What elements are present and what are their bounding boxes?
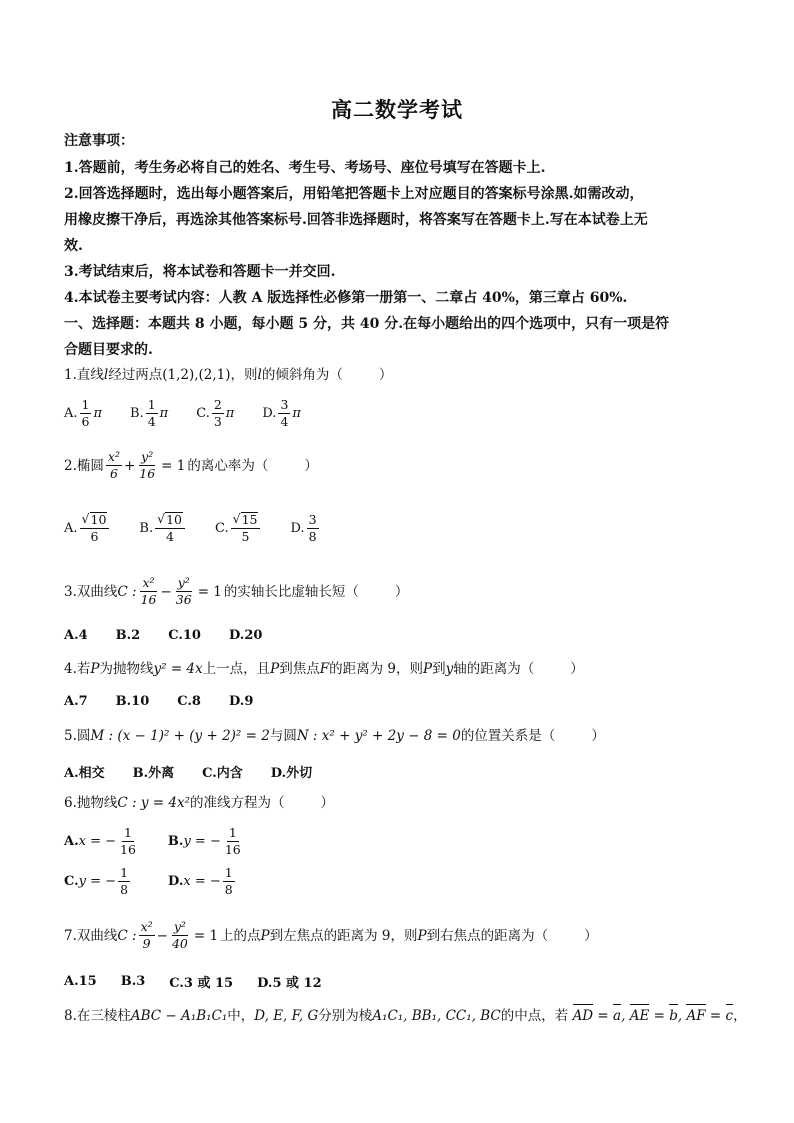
question-5-options	[64, 762, 340, 781]
option-c[interactable]: C.内含	[202, 766, 243, 781]
question-7-options	[64, 972, 346, 991]
option-b[interactable]: B. y = − $\frac{1}{16}$	[167, 825, 241, 857]
section-heading-line1: 一、选择题：本题共 8 小题，每小题 5 分，共 40 分.在每小题给出的四个选项中，只有一项是符	[64, 316, 670, 332]
question-6-options-row1	[64, 826, 273, 857]
exam-title: 高二数学考试	[331, 97, 463, 122]
notice-item-1: 1.答题前，考生务必将自己的姓名、考生号、考场号、座位号填写在答题卡上.	[64, 160, 546, 176]
option-c[interactable]: C.8	[177, 694, 201, 709]
option-d[interactable]: D.9	[228, 694, 254, 709]
option-c[interactable]: C.3 或 15	[169, 976, 234, 991]
question-4-options	[64, 694, 281, 709]
question-2-options	[64, 512, 349, 544]
option-a[interactable]: A.7	[64, 694, 88, 709]
notice-item-2-end: 效.	[64, 238, 83, 254]
option-a[interactable]: A. $\frac{1}{6}$ π	[64, 397, 103, 429]
option-b[interactable]: B. √ 10 4	[139, 512, 187, 544]
option-d[interactable]: D.20	[228, 628, 263, 643]
option-d[interactable]: D.5 或 12	[257, 976, 322, 991]
option-a[interactable]: A.4	[64, 628, 88, 643]
notice-item-4: 4.本试卷主要考试内容：人教 A 版选择性必修第一册第一、二章占 40%，第三章占 60%.	[64, 290, 628, 306]
question-3-options	[64, 628, 290, 643]
option-d[interactable]: D.外切	[270, 766, 313, 781]
notice-item-2: 2.回答选择题时，选出每小题答案后，用铅笔把答题卡上对应题目的答案标号涂黑.如需改动，	[64, 186, 644, 202]
option-a[interactable]: A.相交	[64, 766, 105, 781]
option-d[interactable]: D. $\frac{3}{8}$	[290, 511, 317, 544]
option-b[interactable]: B.3	[120, 974, 146, 989]
notice-item-3: 3.考试结束后，将本试卷和答题卡一并交回.	[64, 264, 336, 280]
option-c[interactable]: C. y = − $\frac{1}{8}$	[64, 865, 129, 897]
question-7: 7.双曲线 C : $\frac{\text{x²}}{9}$ − $\frac{\text{y²}}{40}$ = 1 上的点 P 到左焦点的距离为 9，则 P 到右焦点的距离为（ ）	[64, 919, 598, 951]
notice-item-2-cont: 用橡皮擦干净后，再选涂其他答案标号.回答非选择题时，将答案写在答题卡上.写在本试卷上无	[64, 212, 648, 228]
notice-heading: 注意事项：	[64, 133, 134, 149]
question-6: 6.抛物线C : y = 4x²的准线方程为（ ）	[64, 795, 334, 811]
option-b[interactable]: B.外离	[132, 766, 175, 781]
option-b[interactable]: B.10	[115, 694, 150, 709]
option-a[interactable]: A. √ 10 6	[64, 512, 111, 544]
question-4: 4.若P为抛物线y² = 4x上一点，且P到焦点F的距离为 9，则P到y轴的距离为（ ）	[64, 661, 584, 677]
option-a[interactable]: A.15	[64, 974, 97, 989]
option-c[interactable]: C. $\frac{2}{3}$ π	[196, 397, 235, 429]
question-2: 2.椭圆 $\frac{\text{x²}}{6}$ + $\frac{\text{y²}}{16}$ = 1 的离心率为（ ）	[64, 449, 318, 481]
question-5: 5.圆M : (x − 1)² + (y + 2)² = 2与圆N : x² + y² + 2y − 8 = 0的位置关系是（ ）	[64, 728, 605, 744]
option-b[interactable]: B.2	[115, 628, 141, 643]
option-b[interactable]: B. $\frac{1}{4}$ π	[130, 397, 169, 429]
option-d[interactable]: D. $\frac{3}{4}$ π	[262, 397, 301, 429]
option-d[interactable]: D. x = − $\frac{1}{8}$	[168, 865, 233, 897]
option-a[interactable]: A. x = − $\frac{1}{16}$	[64, 825, 136, 857]
option-c[interactable]: C.10	[168, 628, 201, 643]
question-8: 8.在三棱柱ABC − A₁B₁C₁中，D, E, F, G分别为棱A₁C₁, BB₁, CC₁, BC的中点，若 AD = a, AE = b, AF = c，	[64, 1008, 747, 1024]
question-6-options-row2	[64, 866, 265, 897]
question-3: 3.双曲线 C : $\frac{\text{x²}}{16}$ − $\frac{\text{y²}}{36}$ = 1 的实轴长比虚轴长短（ ）	[64, 575, 409, 607]
option-c[interactable]: C. √ 15 5	[215, 512, 263, 544]
question-1-options	[64, 398, 329, 429]
question-1: 1.直线l经过两点(1,2),(2,1)，则l的倾斜角为（ ）	[64, 367, 393, 383]
section-heading-line2: 合题目要求的.	[64, 342, 153, 358]
